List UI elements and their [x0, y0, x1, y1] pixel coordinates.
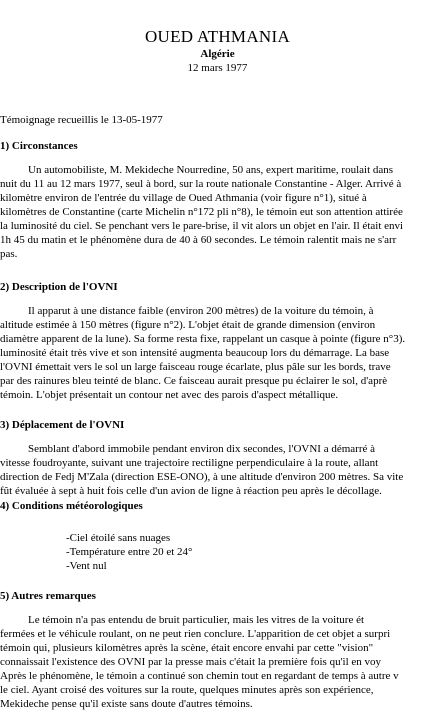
paragraph-line: Le témoin n'a pas entendu de bruit particulier, mais les vitres de la voiture ét [28, 614, 365, 626]
section-heading-weather: 4) Conditions météorologiques [0, 500, 143, 512]
paragraph-line: Après le phénomène, le témoin a continué son chemin tout en regardant de temps à autre v [0, 670, 399, 682]
paragraph-line: fermées et le véhicule roulant, on ne peut rien conclure. L'apparition de cet objet a surpri [0, 628, 391, 640]
paragraph-line: Il apparut à une distance faible (environ 200 mètres) de la voiture du témoin, à [28, 305, 374, 317]
paragraph-line: kilomètres de Constantine (carte Michelin n°172 pli n°8), le témoin eut son attention attirée [0, 206, 403, 218]
paragraph-line: Un automobiliste, M. Mekideche Nourredine, 50 ans, expert maritime, roulait dans [28, 164, 394, 176]
paragraph-line: fût évaluée à sept à huit fois celle d'un avion de ligne à réaction peu après le décollage. [0, 485, 382, 497]
document-country: Algérie [200, 48, 235, 60]
paragraph-line: pas. [0, 248, 18, 260]
paragraph-line: 1h 45 du matin et le phénomène dura de 40 à 60 secondes. Le témoin ralentit mais ne s'arr [0, 234, 397, 246]
paragraph-line: témoin qui, plusieurs kilomètres après la scène, était encore envahi par cette "vision" [0, 642, 374, 654]
paragraph-line: l'OVNI émettait vers le sol un large faisceau rouge écarlate, plus pâle sur les bords, trave [0, 361, 391, 373]
paragraph-line: Semblant d'abord immobile pendant environ dix secondes, l'OVNI a démarré à [28, 443, 376, 455]
paragraph-line: Mekideche pense qu'il existe sans doute d'autres témoins. [0, 698, 253, 710]
paragraph-line: connaissait l'existence des OVNI par la presse mais c'était la première fois qu'il en voy [0, 656, 382, 668]
paragraph-line: nuit du 11 au 12 mars 1977, seul à bord, sur la route nationale Constantine - Alger. Arrivé à [0, 178, 402, 190]
paragraph-line: le ciel. Ayant croisé des voitures sur la route, quelques minutes après son expérience, [0, 684, 374, 696]
paragraph-line: par des rainures bleu teinté de blanc. Ce faisceau aurait presque pu éclairer le sol, d'aprè [0, 375, 388, 387]
paragraph-line: altitude estimée à 150 mètres (figure n°2). L'objet était de grande dimension (environ [0, 319, 376, 331]
paragraph-line: kilomètre environ de l'entrée du village de Oued Athmania (voir figure n°1), situé à [0, 192, 367, 204]
section-heading-circumstances: 1) Circonstances [0, 140, 78, 152]
weather-list-item: -Vent nul [66, 560, 107, 572]
document-title: OUED ATHMANIA [144, 27, 291, 46]
weather-list-item: -Température entre 20 et 24° [66, 546, 193, 558]
paragraph-line: la luminosité du ciel. Se penchant vers le pare-brise, il vit alors un objet en l'air. Il était envi [0, 220, 404, 232]
paragraph-line: vitesse foudroyante, suivant une trajectoire rectiligne perpendiculaire à la route, allant [0, 457, 379, 469]
section-heading-description: 2) Description de l'OVNI [0, 281, 118, 293]
section-heading-remarks: 5) Autres remarques [0, 590, 96, 602]
paragraph-line: luminosité était très vive et son intensité augmenta beaucoup lors du démarrage. La base [0, 347, 390, 359]
section-heading-movement: 3) Déplacement de l'OVNI [0, 419, 125, 431]
weather-list-item: -Ciel étoilé sans nuages [66, 532, 171, 544]
testimony-date: Témoignage recueillis le 13-05-1977 [0, 114, 163, 126]
paragraph-line: diamètre apparent de la lune). Sa forme resta fixe, rappelant un casque à pointe (figure n°3). [0, 333, 406, 345]
document-date: 12 mars 1977 [187, 62, 248, 74]
paragraph-line: direction de Fedj M'Zala (direction ESE-ONO), à une altitude d'environ 200 mètres. Sa vite [0, 471, 404, 483]
paragraph-line: témoin. L'objet présentait un contour net avec des parois d'aspect métallique. [0, 389, 339, 401]
